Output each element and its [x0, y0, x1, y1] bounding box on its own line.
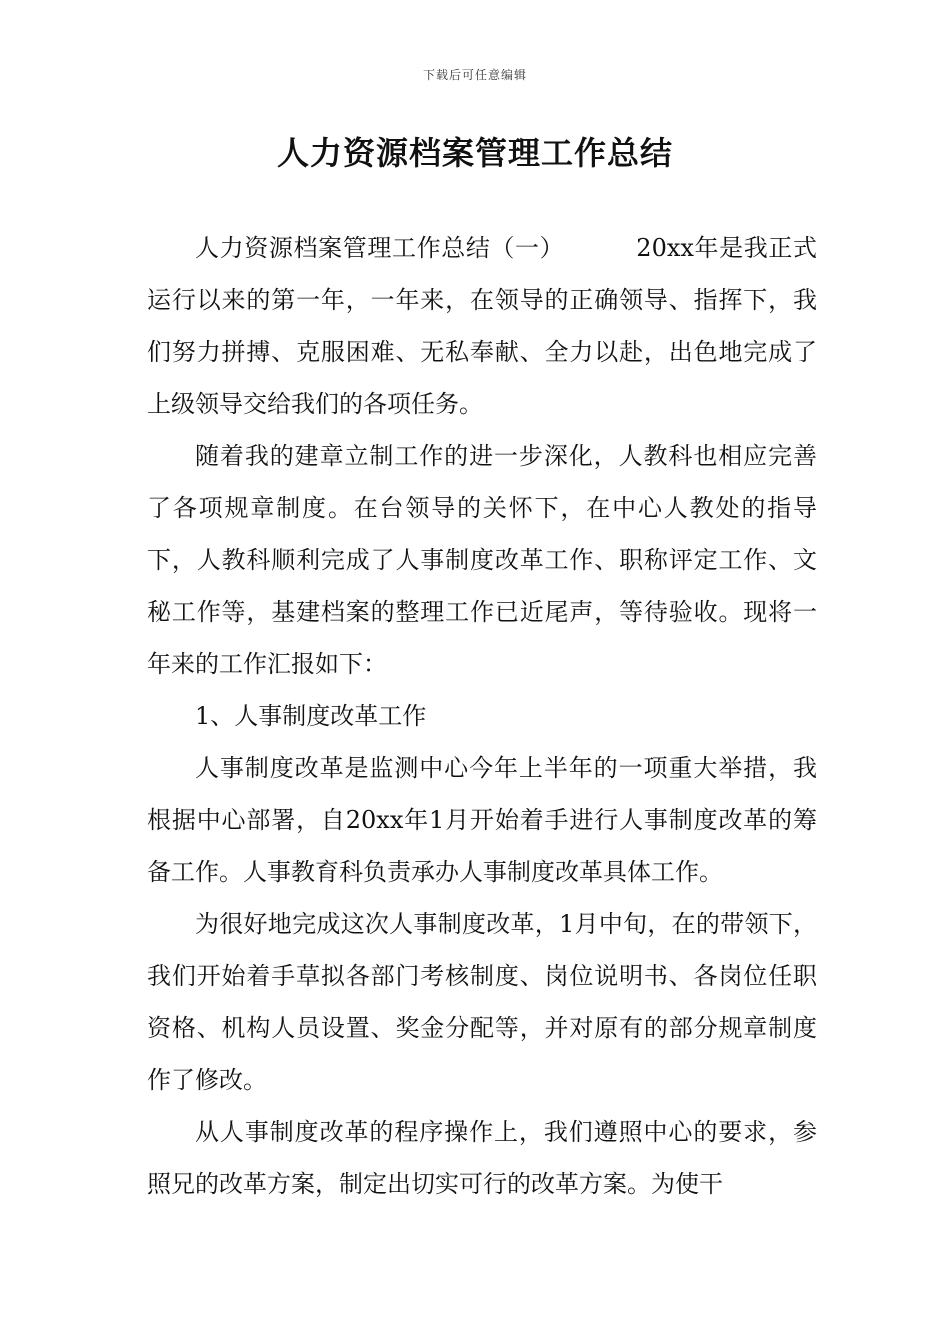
body-paragraph: 人事制度改革是监测中心今年上半年的一项重大举措，我根据中心部署，自20xx年1月开始着手进行人事制度改革的筹备工作。人事教育科负责承办人事制度改革具体工作。	[147, 754, 817, 886]
body-paragraph: 为很好地完成这次人事制度改革，1月中旬，在的带领下，我们开始着手草拟各部门考核制度、岗位说明书、各岗位任职资格、机构人员设置、奖金分配等，并对原有的部分规章制度作了修改。	[147, 910, 817, 1094]
document-body	[147, 222, 817, 1210]
document-title: 人力资源档案管理工作总结	[276, 134, 673, 172]
body-paragraph: 从人事制度改革的程序操作上，我们遵照中心的要求，参照兄的改革方案，制定出切实可行的改革方案。为使干	[147, 1118, 817, 1198]
download-note: 下载后可任意编辑	[422, 68, 527, 82]
body-paragraph: 随着我的建章立制工作的进一步深化，人教科也相应完善了各项规章制度。在台领导的关怀下，在中心人教处的指导下，人教科顺利完成了人事制度改革工作、职称评定工作、文秘工作等，基建档案的整理工作已近尾声，等待验收。现将一年来的工作汇报如下：	[147, 442, 817, 678]
intro-text: 20xx年是我正式运行以来的第一年，一年来，在领导的正确领导、指挥下，我们努力拼搏、克服困难、无私奉献、全力以赴，出色地完成了上级领导交给我们的各项任务。	[147, 234, 818, 418]
intro-label: 人力资源档案管理工作总结（一）	[195, 234, 565, 262]
intro-paragraph	[147, 222, 817, 430]
section-heading: 1、人事制度改革工作	[195, 702, 427, 730]
